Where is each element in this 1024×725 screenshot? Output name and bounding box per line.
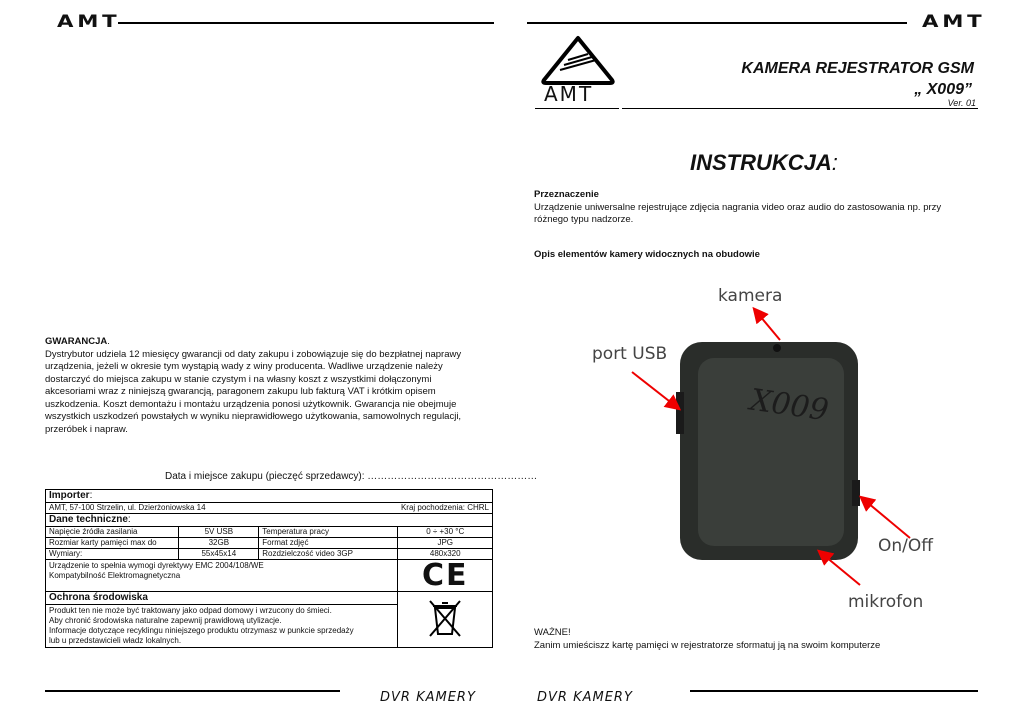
importer-title	[46, 490, 493, 503]
label-camera: kamera	[718, 286, 783, 306]
env-line: Informacje dotyczące recyklingu niniejszego produktu otrzymasz w punkcie sprzedaży	[49, 626, 354, 635]
tech-title	[46, 514, 493, 527]
spec-value: 5V USB	[179, 527, 259, 538]
spec-value: JPG	[398, 538, 493, 549]
spec-key: Format zdjęć	[259, 538, 398, 549]
importer-row	[46, 503, 493, 514]
version-label: Ver. 01	[947, 98, 976, 108]
label-usb-port: port USB	[592, 344, 668, 364]
footer-left: DVR KAMERY	[380, 690, 476, 705]
emc-line-1: Urządzenie to spełnia wymogi dyrektywy EMC 2004/108/WE	[49, 561, 264, 570]
spec-key: Napięcie źródła zasilania	[46, 527, 179, 538]
table-row	[46, 527, 493, 538]
top-rule-left	[118, 22, 494, 24]
purpose-section	[534, 189, 964, 227]
weee-bin-icon	[427, 598, 463, 638]
emc-cell	[46, 560, 398, 592]
logo-rule	[535, 108, 619, 109]
spec-table	[45, 489, 493, 648]
env-title: Ochrona środowiska	[46, 592, 398, 605]
label-microphone: mikrofon	[848, 592, 924, 612]
origin-country: Kraj pochodzenia: CHRL	[398, 503, 493, 514]
emc-line-2: Kompatybilność Elektromagnetyczna	[49, 571, 181, 580]
spec-value: 480x320	[398, 549, 493, 560]
env-cell	[46, 605, 398, 648]
important-title: WAŻNE!	[534, 627, 571, 638]
instructions-heading-text: INSTRUKCJA	[690, 150, 832, 175]
spec-key: Rozdzielczość video 3GP	[259, 549, 398, 560]
product-model: „ X009”	[914, 81, 972, 98]
label-onoff: On/Off	[878, 536, 933, 556]
spec-value: 32GB	[179, 538, 259, 549]
spec-key: Wymiary:	[46, 549, 179, 560]
important-text: Zanim umieściszz kartę pamięci w rejestratorze sformatuj ją na swoim komputerze	[534, 639, 881, 651]
device-illustration	[580, 280, 980, 620]
spec-key: Rozmiar karty pamięci max do	[46, 538, 179, 549]
purchase-line: Data i miejsce zakupu (pieczęć sprzedawcy): ……………………………………………	[165, 471, 538, 482]
bottom-rule-left	[45, 690, 340, 692]
tech-title-colon: :	[127, 514, 131, 525]
brand-right: AMT	[922, 12, 986, 32]
emc-row	[46, 560, 493, 592]
warranty-text: Dystrybutor udziela 12 miesięcy gwarancji od daty zakupu i zobowiązuje się do bezpłatnej naprawy urządzenia, jeżeli w okresie tym wystąpią wady z winy producenta. Wadliwe urządzenie należy dostarczyć do miejsca zakupu w stanie czystym i na własny koszt z wszystkimi dołączonymi akcesoriami wraz z niniejszą gwarancją, paragonem zakupu lub fakturą VAT i krótkim opisem uszkodzenia. Koszt demontażu i montażu urządzenia ponosi użytkownik. Gwarancja nie obejmuje wszystkich uszkodzeń powstałych w wyniku nieprawidłowego użytkowania, samowolnych regulacji, przeróbek i napraw.	[45, 348, 462, 435]
env-header-row	[46, 592, 493, 605]
camera-device-image	[580, 280, 980, 620]
importer-header-row	[46, 490, 493, 503]
spec-key: Temperatura pracy	[259, 527, 398, 538]
tech-title-text: Dane techniczne	[49, 514, 128, 525]
bottom-rule-right	[690, 690, 978, 692]
ce-mark-icon: CE	[421, 557, 469, 593]
env-line: Produkt ten nie może być traktowany jako odpad domowy i wrzucony do śmieci.	[49, 606, 332, 615]
top-rule-right	[527, 22, 907, 24]
env-line: Aby chronić środowiska naturalne zapewnij prawidłową utylizacje.	[49, 616, 282, 625]
spec-value: 0 ÷ +30 °C	[398, 527, 493, 538]
instructions-heading-colon: :	[831, 150, 838, 175]
logo-text: AMT	[544, 82, 594, 106]
importer-address: AMT, 57-100 Strzelin, ul. Dzierżoniowska 14	[46, 503, 398, 514]
instructions-heading	[690, 150, 838, 176]
device-engraving: X009	[747, 382, 831, 429]
weee-cell	[398, 592, 493, 648]
footer-right: DVR KAMERY	[537, 690, 633, 705]
warranty-title: GWARANCJA	[45, 336, 108, 347]
purpose-title: Przeznaczenie	[534, 189, 599, 200]
tech-header-row	[46, 514, 493, 527]
table-row	[46, 538, 493, 549]
title-rule	[622, 108, 978, 109]
elements-title: Opis elementów kamery widocznych na obudowie	[534, 249, 760, 260]
env-line: lub u przedstawicieli władz lokalnych.	[49, 636, 182, 645]
spec-value: 55x45x14	[179, 549, 259, 560]
importer-title-text: Importer	[49, 490, 90, 501]
warranty-title-line	[45, 336, 475, 349]
brand-left: AMT	[57, 12, 121, 32]
warranty-title-dot: .	[107, 336, 110, 347]
product-title: KAMERA REJESTRATOR GSM	[741, 60, 974, 77]
important-section	[534, 627, 974, 652]
purpose-text: Urządzenie uniwersalne rejestrujące zdjęcia nagrania video oraz audio do zastosowania np. przy różnego typu nadzorze.	[534, 201, 942, 225]
ce-cell	[398, 557, 493, 593]
warranty-section	[45, 336, 475, 436]
importer-title-colon: :	[89, 490, 93, 501]
